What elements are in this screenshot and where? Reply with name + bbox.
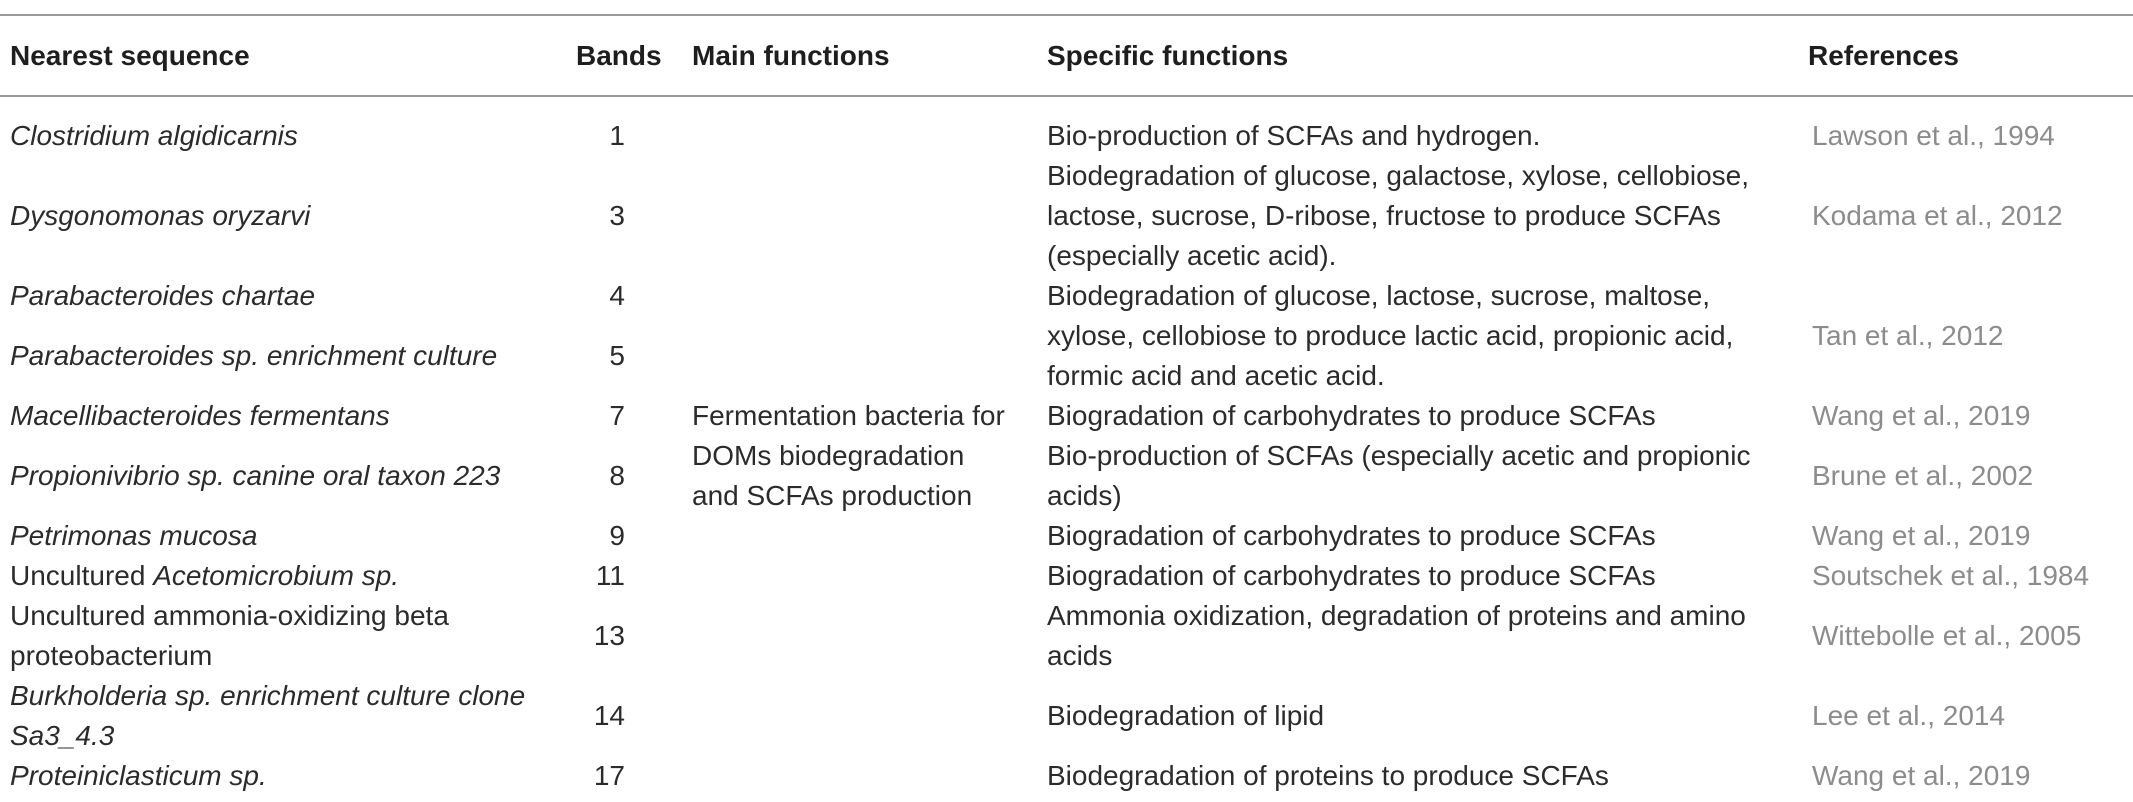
row-9-specific-line-2: acids xyxy=(1047,640,1113,671)
row-6-band: 8 xyxy=(609,460,625,491)
row-8-reference: Soutschek et al., 1984 xyxy=(1812,560,2090,591)
row-2-specific-line-2: lactose, sucrose, D-ribose, fructose to produce SCFAs xyxy=(1047,200,1721,231)
row-6-reference: Brune et al., 2002 xyxy=(1812,460,2034,491)
row-9-name-line-2: proteobacterium xyxy=(10,640,213,671)
row-10-specific: Biodegradation of lipid xyxy=(1047,700,1325,731)
row-8-name xyxy=(10,556,399,596)
row-10-name-line-1: Burkholderia sp. enrichment culture clone xyxy=(10,680,526,711)
row-9-reference: Wittebolle et al., 2005 xyxy=(1812,620,2082,651)
row-7-band: 9 xyxy=(609,520,625,551)
row-3-name: Parabacteroides chartae xyxy=(10,280,316,311)
table-header-rule xyxy=(0,95,2133,97)
row-8-name-species: Acetomicrobium sp. xyxy=(153,560,400,591)
row-6-specific-line-2: acids) xyxy=(1047,480,1122,511)
row-2-specific-line-3: (especially acetic acid). xyxy=(1047,240,1337,271)
header-nearest-sequence: Nearest sequence xyxy=(10,40,250,71)
row-4-band: 5 xyxy=(609,340,625,371)
row-1-band: 1 xyxy=(609,120,625,151)
main-function-line-1: Fermentation bacteria for xyxy=(692,400,1005,431)
main-function-line-2: DOMs biodegradation xyxy=(692,440,965,471)
row-2-specific-line-1: Biodegradation of glucose, galactose, xylose, cellobiose, xyxy=(1047,160,1749,191)
row-4-specific-line-1: Biodegradation of glucose, lactose, sucrose, maltose, xyxy=(1047,280,1711,311)
row-4-reference: Tan et al., 2012 xyxy=(1812,320,2004,351)
row-10-reference: Lee et al., 2014 xyxy=(1812,700,2006,731)
row-5-specific: Biogradation of carbohydrates to produce SCFAs xyxy=(1047,400,1656,431)
row-9-band: 13 xyxy=(593,620,625,651)
row-6-name: Propionivibrio sp. canine oral taxon 223 xyxy=(10,460,501,491)
row-1-specific: Bio-production of SCFAs and hydrogen. xyxy=(1047,120,1541,151)
row-11-specific: Biodegradation of proteins to produce SCFAs xyxy=(1047,760,1609,791)
row-2-band: 3 xyxy=(609,200,625,231)
header-references: References xyxy=(1808,40,1959,71)
row-9-name-line-1: Uncultured ammonia-oxidizing beta xyxy=(10,600,449,631)
row-9-specific-line-1: Ammonia oxidization, degradation of proteins and amino xyxy=(1047,600,1746,631)
row-11-band: 17 xyxy=(593,760,625,791)
header-specific-functions: Specific functions xyxy=(1047,40,1289,71)
row-8-band: 11 xyxy=(595,560,625,591)
row-7-name: Petrimonas mucosa xyxy=(10,520,258,551)
row-8-name-prefix: Uncultured xyxy=(10,560,154,591)
row-1-name: Clostridium algidicarnis xyxy=(10,120,298,151)
row-10-band: 14 xyxy=(593,700,625,731)
row-8-specific: Biogradation of carbohydrates to produce SCFAs xyxy=(1047,560,1656,591)
row-5-name: Macellibacteroides fermentans xyxy=(10,400,390,431)
main-function-line-3: and SCFAs production xyxy=(692,480,973,511)
row-4-specific-line-3: formic acid and acetic acid. xyxy=(1047,360,1385,391)
row-1-reference: Lawson et al., 1994 xyxy=(1812,120,2055,151)
row-4-name: Parabacteroides sp. enrichment culture xyxy=(10,340,498,371)
header-bands: Bands xyxy=(576,40,662,71)
row-5-reference: Wang et al., 2019 xyxy=(1812,400,2031,431)
row-3-band: 4 xyxy=(609,280,625,311)
row-2-name: Dysgonomonas oryzarvi xyxy=(10,200,311,231)
row-2-reference: Kodama et al., 2012 xyxy=(1812,200,2063,231)
table-top-rule xyxy=(0,14,2133,16)
row-6-specific-line-1: Bio-production of SCFAs (especially acetic and propionic xyxy=(1047,440,1751,471)
row-4-specific-line-2: xylose, cellobiose to produce lactic acid, propionic acid, xyxy=(1047,320,1734,351)
row-7-reference: Wang et al., 2019 xyxy=(1812,520,2031,551)
row-11-reference: Wang et al., 2019 xyxy=(1812,760,2031,791)
row-10-name-line-2: Sa3_4.3 xyxy=(10,720,115,751)
row-5-band: 7 xyxy=(609,400,625,431)
row-7-specific: Biogradation of carbohydrates to produce SCFAs xyxy=(1047,520,1656,551)
row-11-name: Proteiniclasticum sp. xyxy=(10,760,267,791)
header-main-functions: Main functions xyxy=(692,40,890,71)
